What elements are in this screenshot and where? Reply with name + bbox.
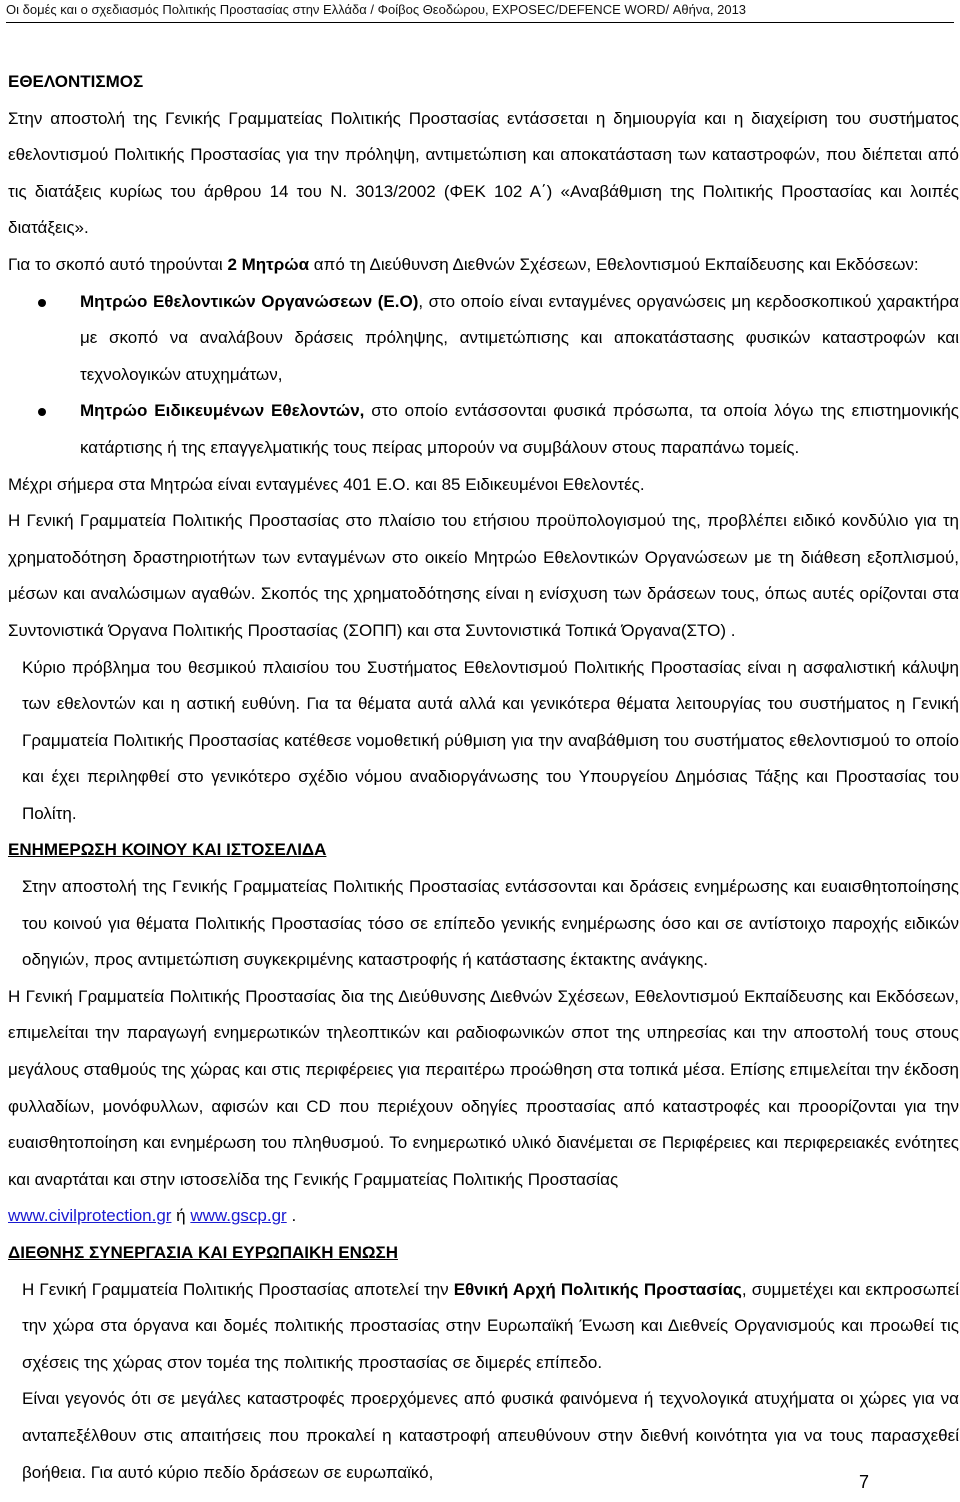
- information-paragraph-2: Η Γενική Γραμματεία Πολιτικής Προστασίας δια της Διεύθυνσης Διεθνών Σχέσεων, Εθελοντισμού Εκπαίδευσης και Εκδόσεων, επιμελείται την παραγωγή ενημερωτικών τηλεοπτικών και ραδιοφωνικών σποτ της υπηρεσίας και την αποστολή τους στους μεγάλους σταθμούς της χώρας και στις περιφέρειες για περαιτέρω προώθηση στα τοπικά μέσα. Επίσης επιμελείται την έκδοση φυλλαδίων, μονόφυλλων, αφισών και CD που περιέχουν οδηγίες προστασίας από καταστροφές και προορίζονται για την ευαισθητοποίηση και ενημέρωση του πληθυσμού. Το ενημερωτικό υλικό διανέμεται σε Περιφέρειες και περιφερειακές ενότητες και αναρτάται και στην ιστοσελίδα της Γενικής Γραμματείας Πολιτικής Προστασίας: [8, 986, 959, 1189]
- problem-paragraph: Κύριο πρόβλημα του θεσμικού πλαισίου του Συστήματος Εθελοντισμού Πολιτικής Προστασίας είναι η ασφαλιστική κάλυψη των εθελοντών και η αστική ευθύνη. Για τα θέματα αυτά αλλά και γενικότερα θέματα λειτουργίας του συστήματος η Γενική Γραμματεία Πολιτικής Προστασίας κατέθεσε νομοθετική ρύθμιση για την αναβάθμιση του συστήματος εθελοντισμού το οποίο και έχει περιληφθεί στο γενικότερο σχέδιο νόμου αναδιοργάνωσης του Υπουργείου Δημόσιας Τάξης και Προστασίας του Πολίτη.: [22, 657, 959, 823]
- civilprotection-link[interactable]: www.civilprotection.gr: [8, 1206, 172, 1226]
- bullet-dot-icon: [38, 408, 46, 416]
- registries-pre: Για το σκοπό αυτό τηρούνται: [8, 254, 228, 274]
- bullet-text: , στο οποίο είναι ενταγμένες οργανώσεις μη κερδοσκοπικού χαρακτήρα με σκοπό να αναλάβουν δράσεις πρόληψης, αντιμετώπισης και αποκατάστασης φυσικών καταστροφών και τεχνολογικών ατυχημάτων,: [80, 291, 959, 384]
- bullet-item: [8, 284, 959, 394]
- running-header: [0, 0, 960, 22]
- intl-p1-post: , συμμετέχει και εκπροσωπεί την χώρα στα όργανα και δομές πολιτικής προστασίας στην Ευρωπαϊκή Ένωση και Διεθνείς Οργανισμούς και προωθεί τις σχέσεις της χώρας στον τομέα της πολιτικής προστασίας σε διμερές επίπεδο.: [22, 1279, 959, 1372]
- international-paragraph-2: Είναι γεγονός ότι σε μεγάλες καταστροφές προερχόμενες από φυσικά φαινόμενα ή τεχνολογικά ατυχήματα οι χώρες για να ανταπεξέλθουν στις απαιτήσεις που προκαλεί η καταστροφή απευθύνουν στην διεθνή κοινότητα για να τους παρασχεθεί βοήθεια. Για αυτό κύριο πεδίο δράσεων σε ευρωπαϊκό,: [22, 1389, 959, 1482]
- intl-p1-bold: Εθνική Αρχή Πολιτικής Προστασίας: [453, 1279, 742, 1299]
- running-title: Οι δομές και ο σχεδιασμός Πολιτικής Προστασίας στην Ελλάδα / Φοίβος Θεοδώρου, EXPOSEC/DEFENCE WORD/ Αθήνα, 2013: [6, 2, 747, 17]
- heading-international: ΔΙΕΘΝΗΣ ΣΥΝΕΡΓΑΣΙΑ ΚΑΙ ΕΥΡΩΠΑΙΚΗ ΕΝΩΣΗ: [8, 1243, 398, 1262]
- header-rule: [6, 22, 954, 23]
- registries-paragraph: [8, 247, 959, 284]
- bullet-title: Μητρώο Εθελοντικών Οργανώσεων (Ε.Ο): [80, 291, 419, 311]
- heading-information: ΕΝΗΜΕΡΩΣΗ ΚΟΙΝΟΥ ΚΑΙ ΙΣΤΟΣΕΛΙΔΑ: [8, 840, 327, 860]
- bullet-item: [8, 393, 959, 466]
- page-number: 7: [858, 1472, 869, 1492]
- links-after: .: [286, 1206, 297, 1226]
- heading-volunteering: ΕΘΕΛΟΝΤΙΣΜΟΣ: [8, 72, 144, 91]
- international-paragraph-1: [8, 1272, 959, 1382]
- website-links: [8, 1198, 959, 1235]
- document-body: [8, 64, 959, 1491]
- volunteering-intro: Στην αποστολή της Γενικής Γραμματείας Πολιτικής Προστασίας εντάσσεται η δημιουργία και η διαχείριση του συστήματος εθελοντισμού Πολιτικής Προστασίας για την πρόληψη, αντιμετώπιση και αποκατάσταση των καταστροφών, που διέπεται από τις διατάξεις κυρίως του άρθρου 14 του Ν. 3013/2002 (ΦΕΚ 102 Α΄) «Αναβάθμιση της Πολιτικής Προστασίας και λοιπές διατάξεις».: [8, 108, 959, 238]
- information-paragraph-1: Στην αποστολή της Γενικής Γραμματείας Πολιτικής Προστασίας εντάσσονται και δράσεις ενημέρωσης και ευαισθητοποίησης του κοινού για θέματα Πολιτικής Προστασίας τόσο σε επίπεδο γενικής ενημέρωσης όσο και σε αντίστοιχο παροχής ειδικών οδηγιών, προς αντιμετώπιση συγκεκριμένης καταστροφής ή κατάστασης έκτακτης ανάγκης.: [22, 877, 959, 970]
- bullet-title: Μητρώο Ειδικευμένων Εθελοντών,: [80, 401, 365, 421]
- registries-count: 2 Μητρώα: [227, 254, 310, 274]
- gscp-link[interactable]: www.gscp.gr: [190, 1206, 287, 1226]
- registries-post: από τη Διεύθυνση Διεθνών Σχέσεων, Εθελοντισμού Εκπαίδευσης και Εκδόσεων:: [309, 254, 919, 274]
- count-line: Μέχρι σήμερα στα Μητρώα είναι ενταγμένες 401 Ε.Ο. και 85 Ειδικευμένοι Εθελοντές.: [8, 474, 645, 494]
- budget-paragraph: Η Γενική Γραμματεία Πολιτικής Προστασίας στο πλαίσιο του ετήσιου προϋπολογισμού της, προβλέπει ειδικό κονδύλιο για τη χρηματοδότηση δραστηριοτήτων των ενταγμένων στο οικείο Μητρώο Εθελοντικών Οργανώσεων με τη διάθεση εξοπλισμού, μέσων και αναλώσιμων αγαθών. Σκοπός της χρηματοδότησης είναι η ενίσχυση των δράσεων τους, όπως αυτές ορίζονται στα Συντονιστικά Όργανα Πολιτικής Προστασίας (ΣΟΠΠ) και στα Συντονιστικά Τοπικά Όργανα(ΣΤΟ) .: [8, 511, 959, 640]
- intl-p1-pre: Η Γενική Γραμματεία Πολιτικής Προστασίας αποτελεί την: [22, 1279, 454, 1299]
- bullet-dot-icon: [38, 299, 46, 307]
- links-separator: ή: [171, 1206, 191, 1226]
- bullet-text: στο οποίο εντάσσονται φυσικά πρόσωπα, τα οποία λόγω της επιστημονικής κατάρτισης ή της επαγγελματικής τους πείρας μπορούν να συμβάλουν στους παραπάνω τομείς.: [80, 401, 959, 457]
